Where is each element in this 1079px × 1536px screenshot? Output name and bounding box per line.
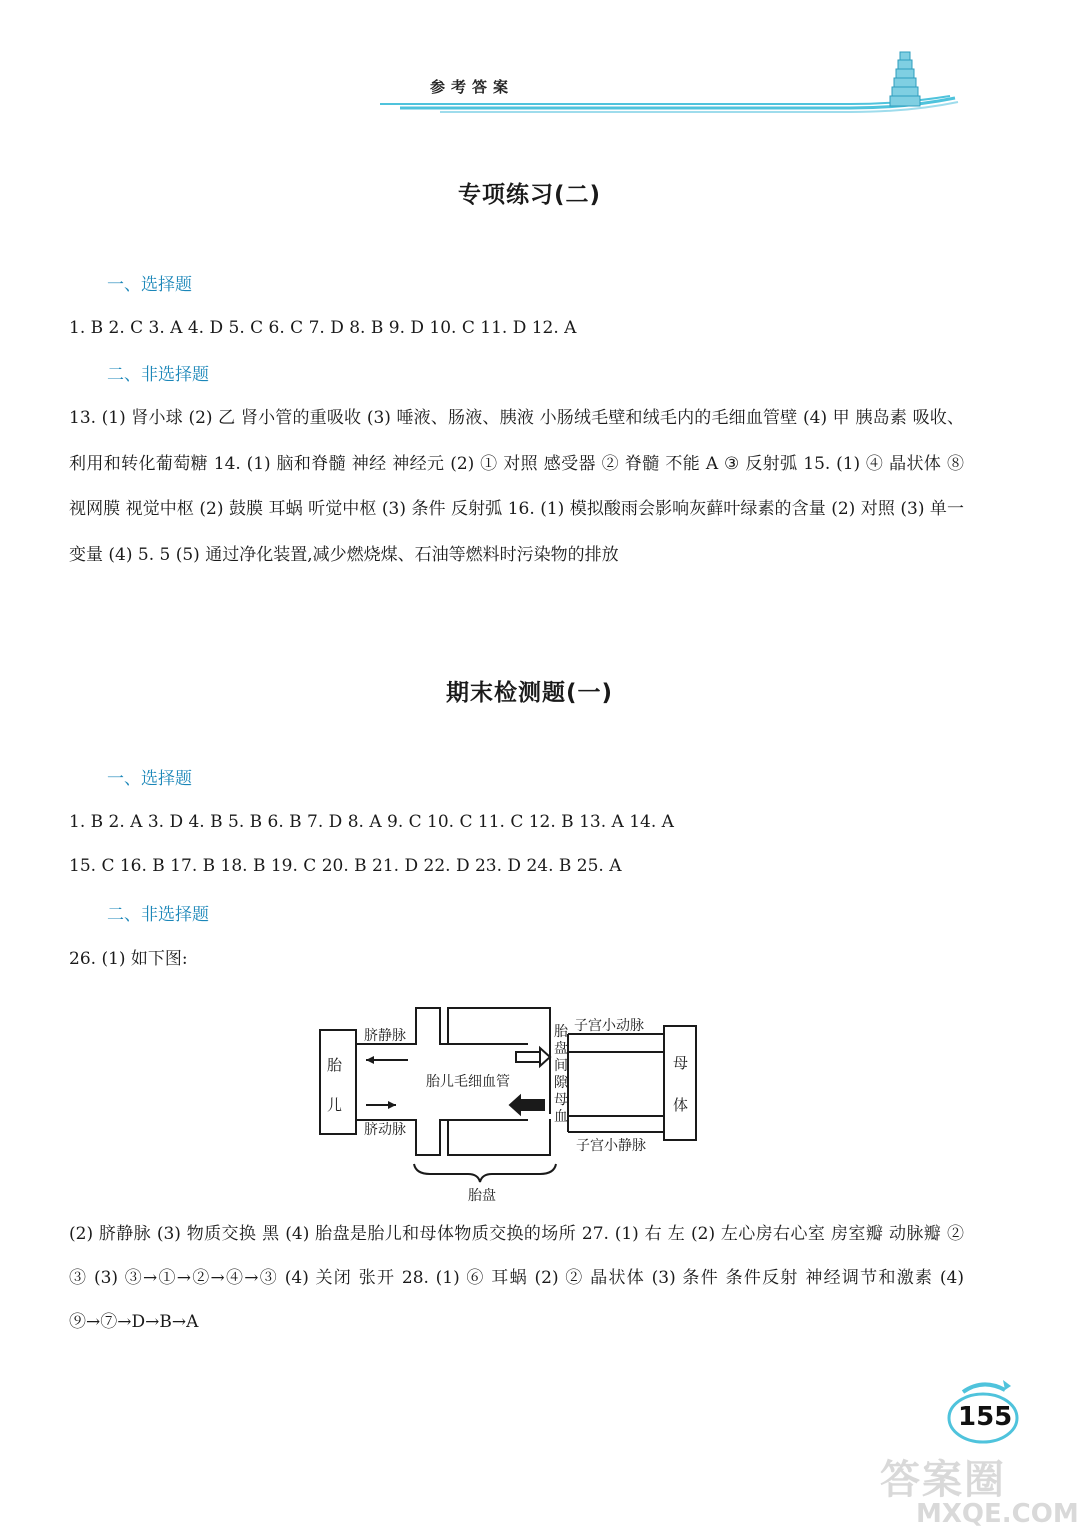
intervillous-label: 胎 <box>554 1024 568 1040</box>
exchange-arrow-head <box>510 1096 520 1114</box>
fetus-label: 胎 <box>327 1056 343 1074</box>
exchange-arrow-head <box>540 1048 550 1066</box>
intervillous-label: 血 <box>554 1109 568 1125</box>
uterine-vein-label: 子宫小静脉 <box>576 1138 646 1154</box>
umbilical-artery-label: 脐动脉 <box>364 1122 406 1138</box>
nonchoice-heading: 二、非选择题 <box>107 905 209 925</box>
placenta-label: 胎盘 <box>468 1188 496 1204</box>
mother-label: 母 <box>673 1054 689 1072</box>
nonchoice-answers: (2) 脐静脉 (3) 物质交换 黑 (4) 胎盘是胎儿和母体物质交换的场所 27. (1) 右 左 (2) 左心房右心室 房室瓣 动脉瓣 ② ③ (3) ③→①→②→④→③ (4) 关闭 张开 28. (1) ⑥ 耳蜗 (2) ② 晶状体 (3) 条件 条件反射 神经调节和激素 (4) ⑨→⑦→D→B→A <box>69 1224 964 1332</box>
section-title: 专项练习(二) <box>457 182 602 208</box>
capillary-label: 胎儿毛细血管 <box>426 1074 510 1090</box>
choice-heading: 一、选择题 <box>107 275 192 295</box>
arrow-head <box>366 1056 374 1064</box>
maternal-vessels <box>568 1052 664 1116</box>
mother-label: 体 <box>673 1096 689 1114</box>
section-title: 期末检测题(一) <box>445 680 614 706</box>
page-number: 155 <box>958 1402 1013 1432</box>
intervillous-label: 间 <box>554 1058 568 1074</box>
watermark-top: 答案圈 <box>880 1457 1006 1503</box>
intervillous-label: 母 <box>554 1092 568 1108</box>
placenta-diagram <box>318 1004 708 1209</box>
choice-answers: 1. B 2. C 3. A 4. D 5. C 6. C 7. D 8. B 9. D 10. C 11. D 12. A <box>69 318 577 338</box>
fetus-label: 儿 <box>327 1096 343 1114</box>
exchange-arrow-in <box>520 1100 544 1110</box>
intervillous-label: 隙 <box>554 1075 568 1091</box>
question-26-intro: 26. (1) 如下图: <box>69 949 188 969</box>
header-band <box>380 96 960 116</box>
arrow-head <box>388 1101 396 1109</box>
intervillous-label: 盘 <box>554 1041 568 1057</box>
watermark <box>880 1448 1079 1529</box>
mother-box <box>664 1026 696 1140</box>
fetus-box <box>320 1030 356 1134</box>
choice-heading: 一、选择题 <box>107 769 192 789</box>
choice-answers: 1. B 2. A 3. D 4. B 5. B 6. B 7. D 8. A 9. C 10. C 11. C 12. B 13. A 14. A <box>69 812 674 832</box>
placenta-brace <box>414 1164 556 1182</box>
umbilical-vein-label: 脐静脉 <box>364 1028 406 1044</box>
choice-answers: 15. C 16. B 17. B 18. B 19. C 20. B 21. D 22. D 23. D 24. B 25. A <box>69 856 622 876</box>
nonchoice-answers: 13. (1) 肾小球 (2) 乙 肾小管的重吸收 (3) 唾液、肠液、胰液 小肠绒毛壁和绒毛内的毛细血管壁 (4) 甲 胰岛素 吸收、利用和转化葡萄糖 14. (1) 脑和脊髓 神经 神经元 (2) ① 对照 感受器 ② 脊髓 不能 A ③ 反射弧 15. (1) ④ 晶状体 ⑧ 视网膜 视觉中枢 (2) 鼓膜 耳蜗 听觉中枢 (3) 条件 反射弧 16. (1) 模拟酸雨会影响灰藓叶绿素的含量 (2) 对照 (3) 单一变量 (4) 5. 5 (5) 通过净化装置,减少燃烧煤、石油等燃料时污染物的排放 <box>69 408 964 565</box>
nonchoice-heading: 二、非选择题 <box>107 365 209 385</box>
header-label: 参考答案 <box>430 78 515 96</box>
maternal-vessels <box>568 1034 664 1132</box>
pagoda-icon <box>880 50 930 110</box>
watermark-bottom: MXQE.COM <box>916 1499 1079 1529</box>
exchange-arrow-out <box>516 1052 540 1062</box>
uterine-artery-label: 子宫小动脉 <box>574 1018 644 1034</box>
